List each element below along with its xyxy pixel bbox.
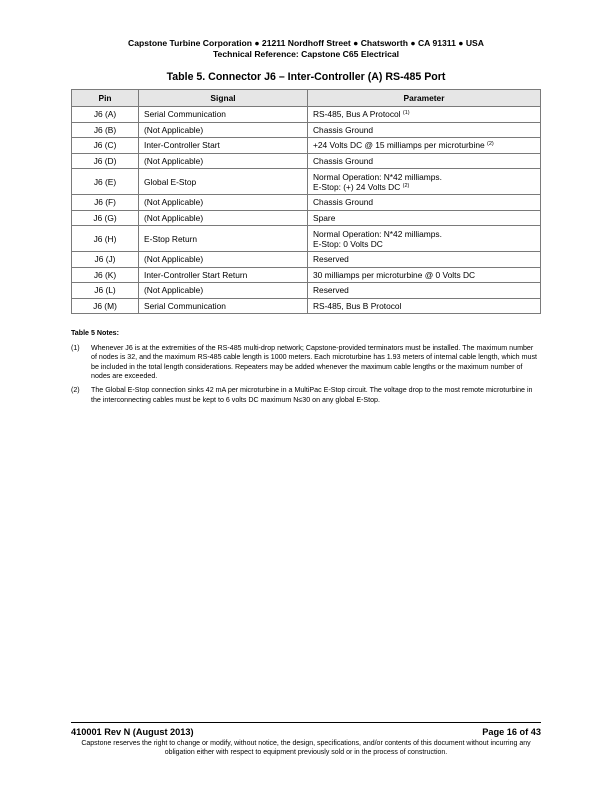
footer-divider [71, 722, 541, 723]
parameter-cell: 30 milliamps per microturbine @ 0 Volts DC [308, 267, 541, 283]
pin-cell: J6 (K) [72, 267, 139, 283]
parameter-cell: RS-485, Bus B Protocol [308, 298, 541, 314]
signal-cell: Inter-Controller Start [139, 138, 308, 154]
table-row [72, 122, 541, 138]
signal-cell: (Not Applicable) [139, 195, 308, 211]
connector-table [71, 89, 541, 314]
table-row [72, 267, 541, 283]
note-item [71, 344, 541, 382]
parameter-cell [308, 226, 541, 252]
document-revision: 410001 Rev N (August 2013) [71, 727, 194, 737]
parameter-cell: Chassis Ground [308, 153, 541, 169]
parameter-cell: Spare [308, 210, 541, 226]
parameter-line: Normal Operation: N*42 milliamps. [313, 228, 442, 239]
table-row [72, 283, 541, 299]
table-notes [71, 329, 541, 409]
signal-cell: E-Stop Return [139, 226, 308, 252]
column-header-parameter: Parameter [308, 90, 541, 107]
note-text: The Global E-Stop connection sinks 42 mA per microturbine in a MultiPac E-Stop circuit. The voltage drop to the most remote microturbine in the interconnecting cables must be kept to 6 volts DC maximum N≤30 on any global E-Stop. [91, 385, 533, 404]
parameter-cell: Reserved [308, 283, 541, 299]
column-header-signal: Signal [139, 90, 308, 107]
signal-cell: (Not Applicable) [139, 122, 308, 138]
footnote-ref: (2) [402, 182, 410, 189]
document-subtitle: Technical Reference: Capstone C65 Electrical [212, 49, 400, 59]
signal-cell: (Not Applicable) [139, 252, 308, 268]
parameter-cell: Chassis Ground [308, 122, 541, 138]
footnote-ref: (1) [402, 110, 410, 117]
parameter-line: Normal Operation: N*42 milliamps. [313, 171, 442, 182]
signal-cell: (Not Applicable) [139, 283, 308, 299]
parameter-cell: Reserved [308, 252, 541, 268]
parameter-line: E-Stop: 0 Volts DC [313, 238, 383, 249]
table-row [72, 226, 541, 252]
parameter-cell [308, 138, 541, 154]
parameter-cell: Chassis Ground [308, 195, 541, 211]
note-text: Whenever J6 is at the extremities of the RS-485 multi-drop network; Capstone-provided terminators must be installed. The maximum number of nodes is 32, and the maximum RS-485 cable length is 1000 meters. Each microturbine has 1.93 meters of internal cable length, which must be included in the total length considerations. Repeaters may be added whenever the maximum cable lengths or the maximum number of nodes are exceeded. [91, 343, 537, 381]
parameter-cell [308, 169, 541, 195]
table-header-row [72, 90, 541, 107]
parameter-text: E-Stop: (+) 24 Volts DC [313, 181, 401, 192]
parameter-text: RS-485, Bus A Protocol [313, 109, 401, 120]
column-header-pin: Pin [72, 90, 139, 107]
pin-cell: J6 (D) [72, 153, 139, 169]
table-row [72, 252, 541, 268]
footnote-ref: (2) [486, 141, 494, 148]
signal-cell: Global E-Stop [139, 169, 308, 195]
notes-title: Table 5 Notes: [71, 329, 119, 337]
pin-cell: J6 (M) [72, 298, 139, 314]
signal-cell: (Not Applicable) [139, 210, 308, 226]
parameter-cell [308, 107, 541, 123]
signal-cell: Serial Communication [139, 107, 308, 123]
pin-cell: J6 (B) [72, 122, 139, 138]
signal-cell: Serial Communication [139, 298, 308, 314]
note-number: (2) [71, 385, 80, 394]
pin-cell: J6 (A) [72, 107, 139, 123]
pin-cell: J6 (G) [72, 210, 139, 226]
table-title: Table 5. Connector J6 – Inter-Controller (A) RS-485 Port [166, 71, 446, 83]
footer-disclaimer: Capstone reserves the right to change or modify, without notice, the design, specifications, and/or contents of this document without incurring any obligation either with respect to equipment previously sold or in the process of construction. [81, 740, 531, 756]
table-row [72, 169, 541, 195]
pin-cell: J6 (E) [72, 169, 139, 195]
pin-cell: J6 (H) [72, 226, 139, 252]
table-row [72, 195, 541, 211]
table-row [72, 210, 541, 226]
table-row [72, 153, 541, 169]
signal-cell: Inter-Controller Start Return [139, 267, 308, 283]
table-row [72, 138, 541, 154]
pin-cell: J6 (L) [72, 283, 139, 299]
note-number: (1) [71, 343, 80, 352]
signal-cell: (Not Applicable) [139, 153, 308, 169]
company-address: Capstone Turbine Corporation ● 21211 Nordhoff Street ● Chatsworth ● CA 91311 ● USA [128, 38, 484, 48]
parameter-line [313, 182, 535, 192]
table-row [72, 107, 541, 123]
page-number: Page 16 of 43 [482, 727, 541, 737]
pin-cell: J6 (J) [72, 252, 139, 268]
pin-cell: J6 (F) [72, 195, 139, 211]
parameter-text: +24 Volts DC @ 15 milliamps per microturbine [313, 140, 485, 151]
note-item [71, 386, 541, 405]
pin-cell: J6 (C) [72, 138, 139, 154]
page-header [0, 38, 612, 60]
table-row [72, 298, 541, 314]
